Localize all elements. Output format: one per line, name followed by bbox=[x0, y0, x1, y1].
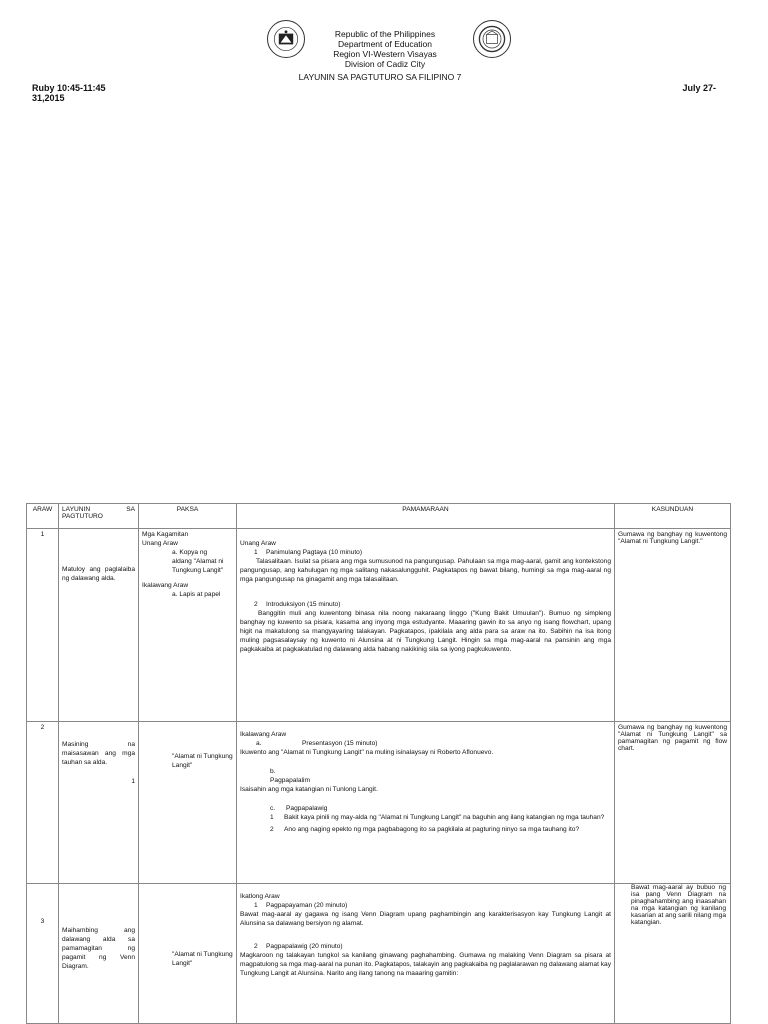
araw-cell: 3 bbox=[27, 884, 59, 1024]
layunin-text: Matuloy ang paglalaiba ng dalawang alda. bbox=[62, 566, 135, 582]
header-pamamaraan: PAMAMARAAN bbox=[237, 504, 615, 529]
paksa-cell bbox=[139, 884, 237, 1024]
step-title: Pagpapalawig bbox=[286, 805, 328, 812]
step-text: Magkaroon ng talakayan tungkol sa kanilang ginawang paghahambing. Gumawa ng malaking Venn Diagram sa pisara at magpatulong sa mga mag-aaral na punan ito. Pagkatapos, talakayin ang pagkakaiba ng paglalarawan ng dalawang alamat kay Tungkung Langit at Alunsina. Narito ang ilang tanong na maaaring gamitin: bbox=[240, 952, 611, 977]
sub-number: 1 bbox=[270, 814, 274, 821]
kasunduan-cell: Gumawa ng banghay ng kuwentong "Alamat ni Tungkung Langit." bbox=[615, 529, 731, 722]
day-heading: Ikatlong Araw bbox=[240, 893, 280, 900]
day-heading: Unang Araw bbox=[240, 540, 276, 547]
document-title: LAYUNIN SA PAGTUTURO SA FILIPINO 7 bbox=[298, 72, 462, 82]
layunin-cell bbox=[59, 722, 139, 884]
schedule-date: July 27- bbox=[682, 83, 716, 93]
table-row bbox=[27, 529, 731, 722]
day-heading: Ikalawang Araw bbox=[240, 731, 287, 738]
step-title: Pagpapalalim bbox=[270, 777, 310, 784]
schedule-line: Ruby 10:45-11:45 bbox=[32, 83, 106, 93]
layunin-cell bbox=[59, 529, 139, 722]
pamamaraan-cell bbox=[237, 884, 615, 1024]
kasunduan-cell: Bawat mag-aaral ay bubuo ng isa pang Venn Diagram na pinaghahambing ang inaasahan na mga katangian ng kanilang kasarian at ang sarili nilang mga katangian. bbox=[615, 884, 731, 1024]
step-label: c. bbox=[270, 805, 276, 812]
paksa-line: a. Kopya ng bbox=[172, 549, 208, 556]
paksa-line: Tungkung Langit" bbox=[172, 567, 224, 574]
step-number: 1 bbox=[254, 549, 258, 556]
araw-cell: 1 bbox=[27, 529, 59, 722]
table-row bbox=[27, 884, 731, 1024]
sub-number: 2 bbox=[270, 826, 274, 833]
class-schedule bbox=[32, 83, 106, 103]
lesson-plan-table bbox=[26, 503, 731, 1024]
letterhead-line: Department of Education bbox=[337, 39, 433, 49]
araw-cell: 2 bbox=[27, 722, 59, 884]
letterhead-line: Region VI-Western Visayas bbox=[333, 49, 437, 59]
step-text: Bawat mag-aaral ay gagawa ng isang Venn Diagram upang paghambingin ang karakterisasyon kay Tungkung Langit at Alunsina sa dalawang bersiyon ng alamat. bbox=[240, 911, 611, 927]
paksa-text: "Alamat ni Tungkung Langit" bbox=[172, 951, 233, 967]
letterhead bbox=[290, 29, 480, 69]
paksa-line: a. Lapis at papel bbox=[172, 591, 221, 598]
step-number: 1 bbox=[254, 902, 258, 909]
step-number: 2 bbox=[254, 601, 258, 608]
step-text: Isaisahin ang mga katangian ni Tunlong Langit. bbox=[240, 786, 378, 793]
step-title: Presentasyon (15 minuto) bbox=[302, 740, 378, 747]
header-kasunduan: KASUNDUAN bbox=[615, 504, 731, 529]
paksa-text: "Alamat ni Tungkung Langit" bbox=[172, 753, 233, 769]
step-title: Introduksiyon (15 minuto) bbox=[266, 601, 341, 608]
table-header-row bbox=[27, 504, 731, 529]
kasunduan-cell: Gumawa ng banghay ng kuwentong "Alamat ni Tungkung Langit" sa pamamagitan ng pagamit ng flow chart. bbox=[615, 722, 731, 884]
step-label: b. bbox=[270, 768, 276, 775]
paksa-line: Ikalawang Araw bbox=[142, 582, 189, 589]
step-text: Banggitin muli ang kuwentong binasa nila noong nakaraang linggo ("Kung Bakit Umuulan"). Bumuo ng simpleng banghay ng kuwento sa pisara, kasama ang inyong mga estudyante. Maaaring gawin ito sa anyo ng isang flowchart, upang higit na makatulong sa mangyayaring talakayan. Pagkatapos, ipakilala ang alda para sa araw na ito. Sabihin na isa itong muling pagsasalaysay ng kuwento ni Alunsina at ni Tungkung Langit. Hingin sa mga mag-aaral na pansinin ang mga pagkakaiba at pagkakatulad ng dalawang alda habang nakikinig sila sa iyong pagkukuwento. bbox=[240, 610, 611, 653]
page-number: 1 bbox=[131, 778, 135, 785]
step-title: Panimulang Pagtaya (10 minuto) bbox=[266, 549, 363, 556]
layunin-cell bbox=[59, 884, 139, 1024]
step-number: 2 bbox=[254, 943, 258, 950]
pamamaraan-cell bbox=[237, 722, 615, 884]
paksa-cell bbox=[139, 722, 237, 884]
paksa-cell bbox=[139, 529, 237, 722]
letterhead-line: Division of Cadiz City bbox=[344, 59, 426, 69]
question-text: Bakit kaya pinili ng may-alda ng "Alamat ni Tungkung Langit" na baguhin ang ilang katangian ng mga tauhan? bbox=[284, 814, 605, 821]
letterhead-line: Republic of the Philippines bbox=[334, 29, 436, 39]
header-layunin: LAYUNIN SA PAGTUTURO bbox=[59, 504, 139, 529]
step-label: a. bbox=[256, 740, 262, 747]
step-text: Talasalitaan. Isulat sa pisara ang mga sumusunod na pangungusap. Pahulaan sa mga mag-aaral, gamit ang kontekstong pangungusap, ang kahulugan ng mga salitang nakasalungguhit. Pagkatapos ng bawat bilang, humingi sa mga mag-aaral ng mga pangungusap na ginagamit ang mga talasalitaan. bbox=[240, 558, 611, 583]
layunin-text: Maihambing ang dalawang alda sa pamamagitan ng pagamit ng Venn Diagram. bbox=[62, 927, 135, 970]
step-text: Ikuwento ang "Alamat ni Tungkung Langit" na muling isinalaysay ni Roberto Aflonuevo. bbox=[240, 749, 494, 756]
question-text: Ano ang naging epekto ng mga pagbabagong ito sa pagkilala at pagturing ninyo sa mga tauhang ito? bbox=[284, 826, 580, 833]
paksa-line: Mga Kagamitan bbox=[142, 531, 189, 538]
schedule-date-continued: 31,2015 bbox=[32, 93, 65, 103]
step-title: Pagpapalawig (20 minuto) bbox=[266, 943, 343, 950]
layunin-text: Masining na maisasawan ang mga tauhan sa alda. bbox=[62, 741, 135, 766]
paksa-line: Unang Araw bbox=[142, 540, 178, 547]
header-paksa: PAKSA bbox=[139, 504, 237, 529]
table-row bbox=[27, 722, 731, 884]
step-title: Pagpapayaman (20 minuto) bbox=[266, 902, 348, 909]
header-araw: ARAW bbox=[27, 504, 59, 529]
pamamaraan-cell bbox=[237, 529, 615, 722]
paksa-line: aldang "Alamat ni bbox=[172, 558, 224, 565]
